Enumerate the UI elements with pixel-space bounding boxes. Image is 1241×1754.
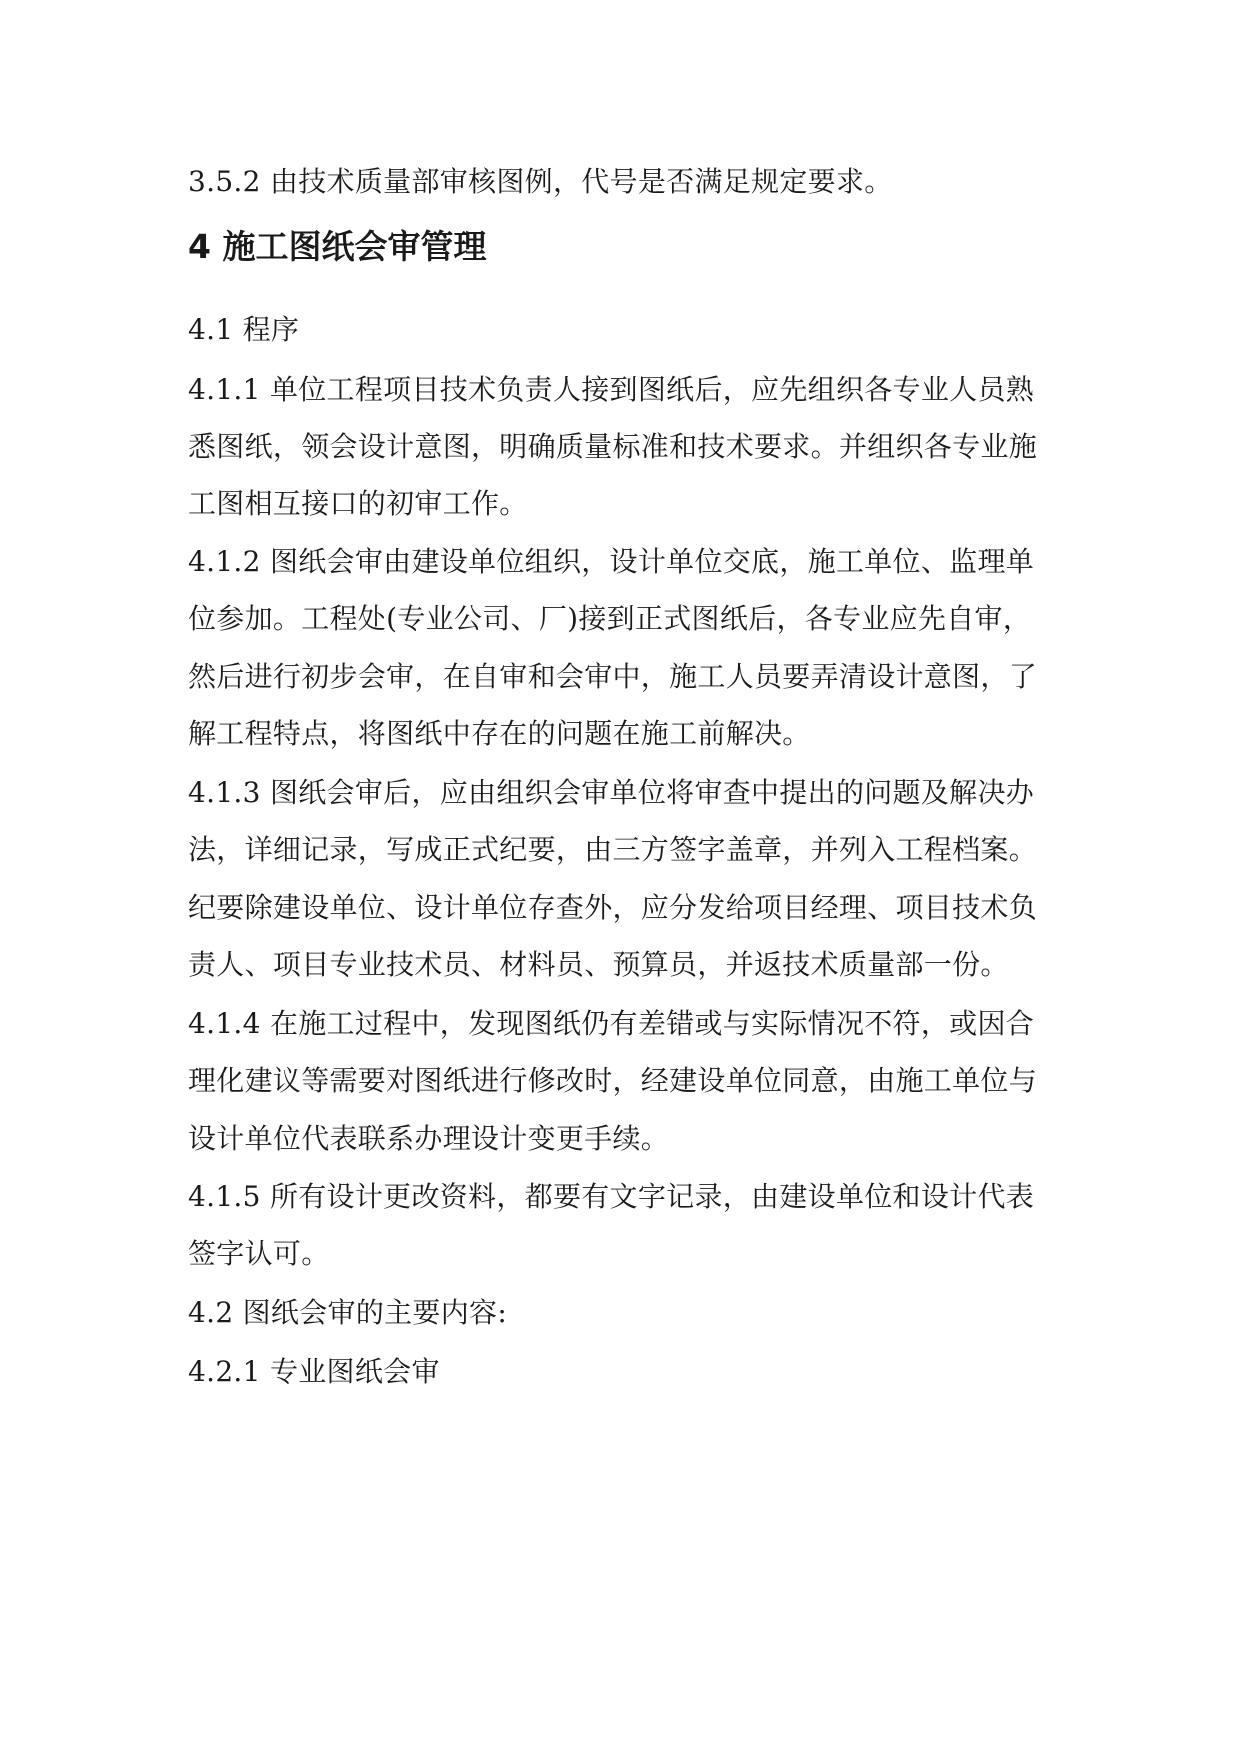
clause-4-2-1: 4.2.1 专业图纸会审 bbox=[188, 1355, 440, 1388]
clause-4-1-2-line-4: 解工程特点，将图纸中存在的问题在施工前解决。 bbox=[188, 717, 811, 750]
clause-4-1-1-line-2: 悉图纸，领会设计意图，明确质量标准和技术要求。并组织各专业施 bbox=[188, 430, 1038, 463]
clause-4-1-3-line-2: 法，详细记录，写成正式纪要，由三方签字盖章，并列入工程档案。 bbox=[188, 833, 1038, 866]
clause-4-1-4-line-2: 理化建议等需要对图纸进行修改时，经建设单位同意，由施工单位与 bbox=[188, 1064, 1038, 1097]
section-heading: 4 施工图纸会审管理 bbox=[188, 227, 487, 266]
clause-4-1-3-line-3: 纪要除建设单位、设计单位存查外，应分发给项目经理、项目技术负 bbox=[188, 891, 1038, 924]
subsection-4-2-title: 4.2 图纸会审的主要内容: bbox=[188, 1296, 508, 1329]
clause-4-1-3-line-1: 4.1.3 图纸会审后，应由组织会审单位将审查中提出的问题及解决办 bbox=[188, 776, 1035, 809]
subsection-4-1-title: 4.1 程序 bbox=[188, 313, 300, 346]
clause-4-1-5-line-1: 4.1.5 所有设计更改资料，都要有文字记录，由建设单位和设计代表 bbox=[188, 1180, 1035, 1213]
clause-4-1-3-line-4: 责人、项目专业技术员、材料员、预算员，并返技术质量部一份。 bbox=[188, 948, 1009, 981]
clause-4-1-2-line-2: 位参加。工程处(专业公司、厂)接到正式图纸后，各专业应先自审， bbox=[188, 602, 1032, 635]
clause-4-1-4-line-1: 4.1.4 在施工过程中，发现图纸仍有差错或与实际情况不符，或因合 bbox=[188, 1007, 1035, 1040]
clause-4-1-5-line-2: 签字认可。 bbox=[188, 1237, 330, 1270]
clause-4-1-2-line-1: 4.1.2 图纸会审由建设单位组织，设计单位交底，施工单位、监理单 bbox=[188, 545, 1035, 578]
clause-4-1-1-line-1: 4.1.1 单位工程项目技术负责人接到图纸后，应先组织各专业人员熟 bbox=[188, 373, 1035, 406]
clause-4-1-2-line-3: 然后进行初步会审，在自审和会审中，施工人员要弄清设计意图，了 bbox=[188, 660, 1038, 693]
clause-4-1-1-line-3: 工图相互接口的初审工作。 bbox=[188, 487, 528, 520]
clause-3-5-2: 3.5.2 由技术质量部审核图例，代号是否满足规定要求。 bbox=[188, 165, 893, 198]
clause-4-1-4-line-3: 设计单位代表联系办理设计变更手续。 bbox=[188, 1122, 670, 1155]
